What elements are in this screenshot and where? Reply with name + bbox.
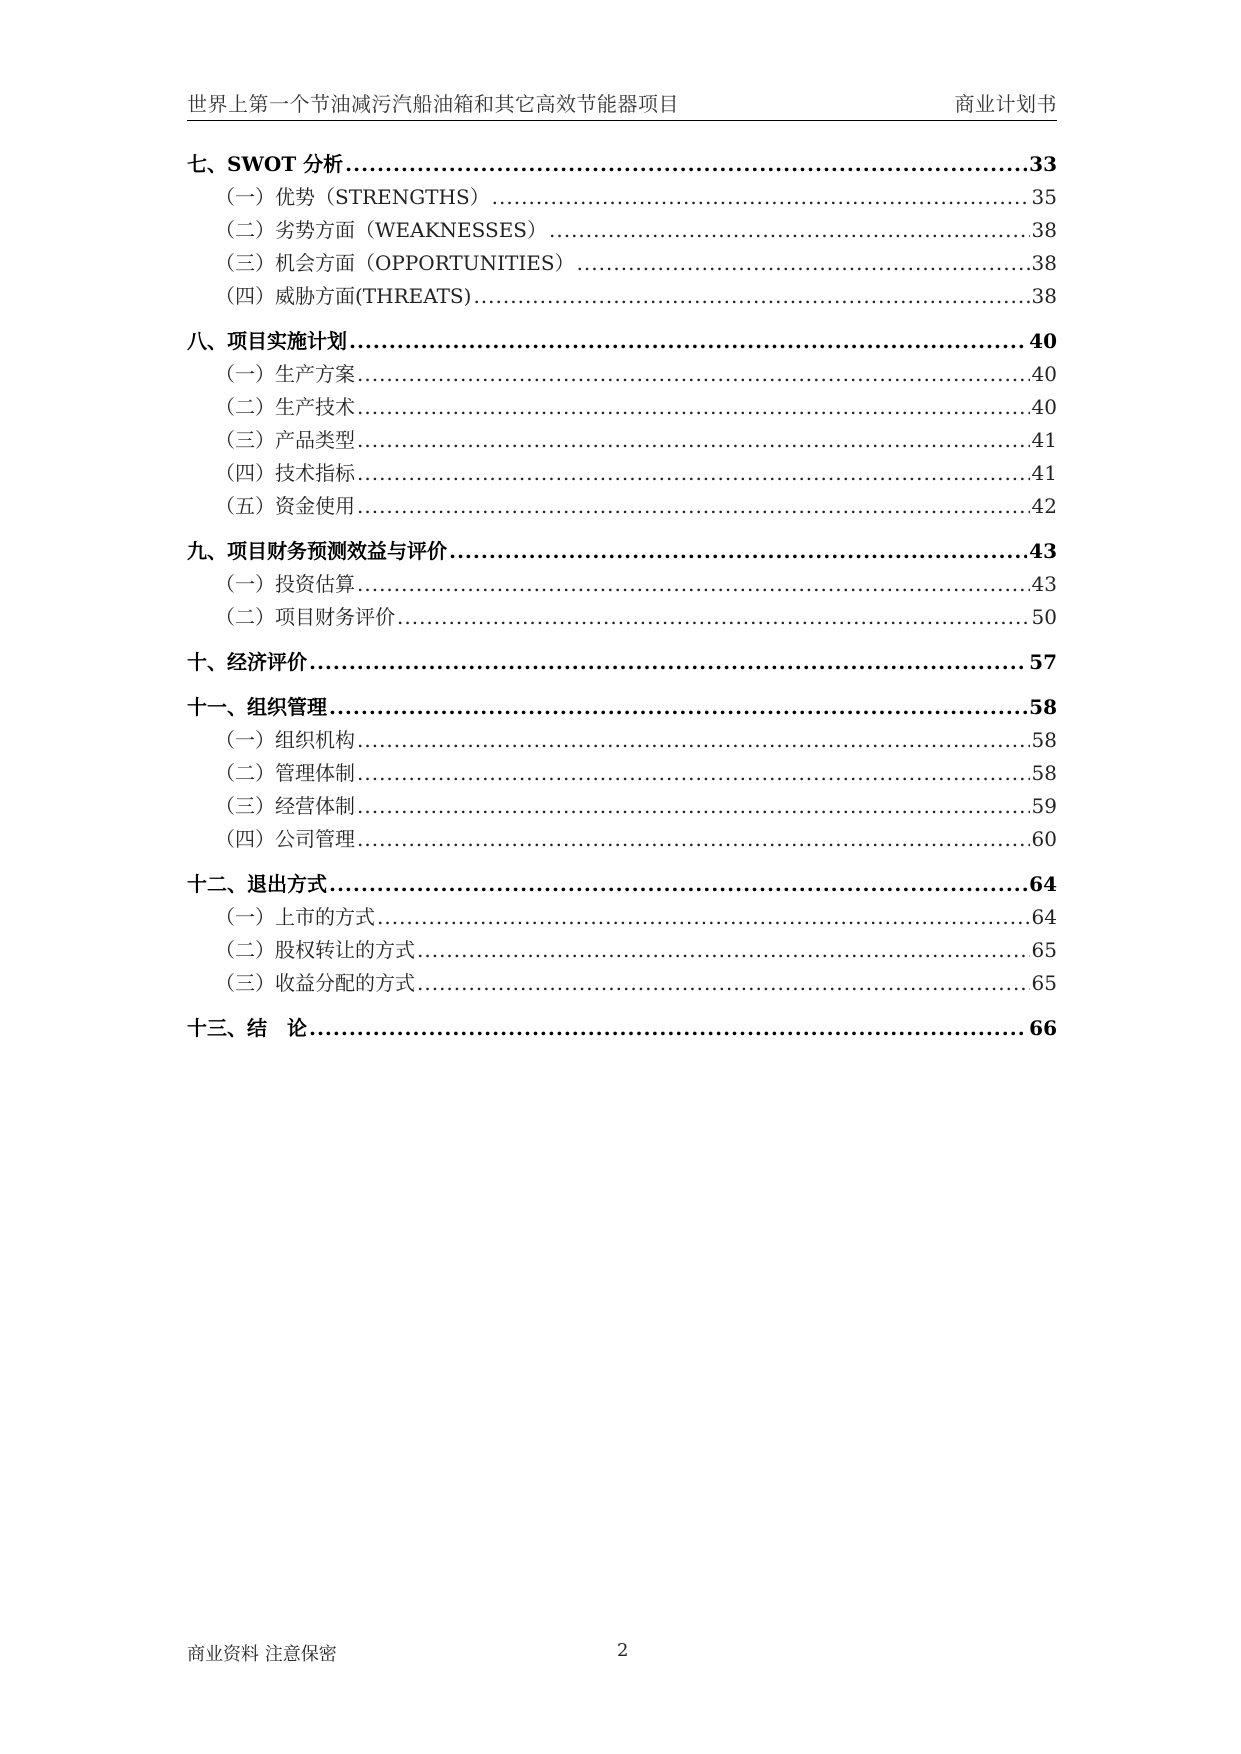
toc-entry-label: （二）项目财务评价 (215, 605, 395, 629)
toc-dot-leader (357, 827, 1030, 851)
toc-entry-label: （一）组织机构 (215, 728, 355, 752)
toc-dot-leader (577, 251, 1030, 275)
toc-entry-label: （三）收益分配的方式 (215, 971, 415, 995)
toc-chapter-entry[interactable] (187, 691, 1057, 724)
toc-chapter-entry[interactable] (187, 868, 1057, 901)
toc-section-entry[interactable] (187, 214, 1057, 247)
toc-section-entry[interactable] (187, 280, 1057, 313)
page-header (187, 84, 1057, 121)
toc-entry-label: （五）资金使用 (215, 494, 355, 518)
toc-entry-label: 十、经济评价 (187, 650, 307, 674)
toc-entry-label: （二）生产技术 (215, 395, 355, 419)
toc-dot-leader (357, 428, 1030, 452)
footer-page-number: 2 (617, 1640, 629, 1661)
toc-entry-label: 七、SWOT 分析 (187, 152, 344, 176)
toc-section-entry[interactable] (187, 181, 1057, 214)
toc-chapter-entry[interactable] (187, 646, 1057, 679)
toc-dot-leader (357, 728, 1030, 752)
toc-dot-leader (492, 185, 1030, 209)
toc-dot-leader (397, 605, 1030, 629)
toc-entry-page-number: 41 (1031, 428, 1057, 452)
toc-section-entry[interactable] (187, 358, 1057, 391)
toc-section-entry[interactable] (187, 568, 1057, 601)
toc-dot-leader (357, 395, 1030, 419)
toc-dot-leader (357, 461, 1030, 485)
toc-entry-page-number: 58 (1029, 695, 1057, 719)
toc-entry-page-number: 42 (1031, 494, 1057, 518)
toc-section-entry[interactable] (187, 391, 1057, 424)
toc-chapter-entry[interactable] (187, 325, 1057, 358)
toc-entry-label: 十一、组织管理 (187, 695, 327, 719)
toc-entry-label: （二）股权转让的方式 (215, 938, 415, 962)
toc-section-entry[interactable] (187, 901, 1057, 934)
toc-entry-page-number: 57 (1029, 650, 1057, 674)
toc-dot-leader (309, 650, 1027, 674)
toc-entry-page-number: 66 (1029, 1016, 1057, 1040)
toc-section-entry[interactable] (187, 490, 1057, 523)
toc-entry-label: （二）管理体制 (215, 761, 355, 785)
toc-entry-page-number: 35 (1031, 185, 1057, 209)
toc-entry-page-number: 58 (1031, 728, 1057, 752)
toc-entry-label: 十三、结 论 (187, 1016, 307, 1040)
toc-entry-label: （三）经营体制 (215, 794, 355, 818)
toc-entry-page-number: 41 (1031, 461, 1057, 485)
toc-dot-leader (449, 539, 1027, 563)
toc-dot-leader (309, 1016, 1027, 1040)
toc-entry-page-number: 38 (1031, 251, 1057, 275)
toc-chapter-entry[interactable] (187, 535, 1057, 568)
toc-entry-page-number: 43 (1029, 539, 1057, 563)
toc-section-entry[interactable] (187, 724, 1057, 757)
toc-entry-label: （四）威胁方面(THREATS) (215, 284, 472, 308)
toc-section-entry[interactable] (187, 457, 1057, 490)
toc-entry-page-number: 58 (1031, 761, 1057, 785)
toc-dot-leader (329, 872, 1027, 896)
header-doc-type: 商业计划书 (954, 92, 1057, 116)
header-title: 世界上第一个节油减污汽船油箱和其它高效节能器项目 (187, 92, 679, 116)
toc-section-entry[interactable] (187, 790, 1057, 823)
toc-entry-label: （二）劣势方面（WEAKNESSES） (215, 218, 547, 242)
toc-entry-page-number: 60 (1031, 827, 1057, 851)
toc-entry-page-number: 38 (1031, 218, 1057, 242)
toc-entry-page-number: 40 (1031, 362, 1057, 386)
toc-entry-label: （一）投资估算 (215, 572, 355, 596)
toc-entry-label: 十二、退出方式 (187, 872, 327, 896)
toc-entry-page-number: 40 (1029, 329, 1057, 353)
toc-entry-label: （三）产品类型 (215, 428, 355, 452)
toc-chapter-entry[interactable] (187, 148, 1057, 181)
toc-entry-label: 八、项目实施计划 (187, 329, 347, 353)
toc-entry-label: （三）机会方面（OPPORTUNITIES） (215, 251, 575, 275)
toc-dot-leader (549, 218, 1030, 242)
toc-dot-leader (349, 329, 1027, 353)
toc-entry-page-number: 40 (1031, 395, 1057, 419)
toc-entry-label: （一）优势（STRENGTHS） (215, 185, 490, 209)
toc-entry-label: 九、项目财务预测效益与评价 (187, 539, 447, 563)
toc-dot-leader (417, 938, 1030, 962)
toc-entry-label: （四）公司管理 (215, 827, 355, 851)
table-of-contents (187, 148, 1057, 1045)
toc-dot-leader (357, 794, 1030, 818)
toc-entry-page-number: 65 (1031, 971, 1057, 995)
toc-entry-page-number: 50 (1031, 605, 1057, 629)
toc-entry-page-number: 33 (1029, 152, 1057, 176)
toc-dot-leader (357, 761, 1030, 785)
toc-entry-label: （四）技术指标 (215, 461, 355, 485)
toc-dot-leader (345, 152, 1027, 176)
toc-section-entry[interactable] (187, 424, 1057, 457)
toc-chapter-entry[interactable] (187, 1012, 1057, 1045)
toc-dot-leader (357, 362, 1030, 386)
footer-confidential-note: 商业资料 注意保密 (187, 1644, 337, 1665)
toc-dot-leader (329, 695, 1027, 719)
toc-section-entry[interactable] (187, 823, 1057, 856)
toc-dot-leader (357, 572, 1030, 596)
toc-dot-leader (377, 905, 1030, 929)
toc-section-entry[interactable] (187, 967, 1057, 1000)
toc-entry-page-number: 64 (1029, 872, 1057, 896)
toc-entry-page-number: 59 (1031, 794, 1057, 818)
toc-dot-leader (357, 494, 1030, 518)
toc-entry-page-number: 38 (1031, 284, 1057, 308)
toc-section-entry[interactable] (187, 601, 1057, 634)
toc-entry-label: （一）生产方案 (215, 362, 355, 386)
toc-section-entry[interactable] (187, 934, 1057, 967)
toc-dot-leader (473, 284, 1029, 308)
toc-section-entry[interactable] (187, 757, 1057, 790)
toc-entry-page-number: 65 (1031, 938, 1057, 962)
toc-section-entry[interactable] (187, 247, 1057, 280)
toc-entry-page-number: 43 (1031, 572, 1057, 596)
toc-entry-page-number: 64 (1031, 905, 1057, 929)
toc-dot-leader (417, 971, 1030, 995)
toc-entry-label: （一）上市的方式 (215, 905, 375, 929)
